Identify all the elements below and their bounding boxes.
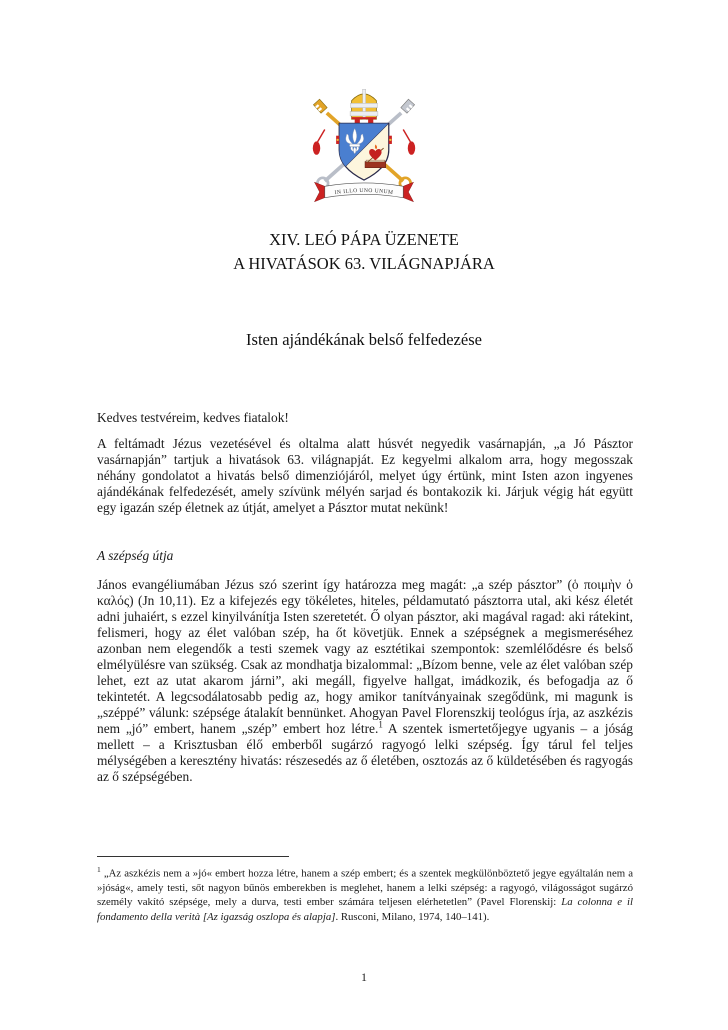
motto-text: IN ILLO UNO UNUM [334,187,394,197]
coat-of-arms-graphic [300,84,428,206]
document-title [0,228,728,276]
title-line-2: A HIVATÁSOK 63. VILÁGNAPJÁRA [233,254,495,273]
title-line-1: XIV. LEÓ PÁPA ÜZENETE [269,230,459,249]
footnote-text-part2: . Rusconi, Milano, 1974, 140–141). [335,910,490,923]
mitre-icon [350,89,378,124]
papal-coat-of-arms [300,84,428,211]
footnote-separator [97,856,289,857]
paragraph-1: A feltámadt Jézus vezetésével és oltalma alatt húsvét negyedik vasárnapján, „a Jó Pásztor vasárnapján” tartjuk a hivatások 63. világnapját. Ez kegyelmi alkalom arra, hogy megosszak néhány gondolatot a hivatás belső dimenziójáról, melyet úgy értünk, mint Isten azon ingyenes ajándékának felfedezését, amely szívünk mélyén sarjad és bontakozik ki. Járjuk végig hát együtt egy igazán szép életnek az útját, amelyet a Pásztor mutat nekünk! [97,436,633,515]
shield [336,123,392,180]
section-heading: A szépség útja [97,548,174,563]
document-subtitle: Isten ajándékának belső felfedezése [246,330,482,349]
footnote-book-title: La colonna e il fondamento della verità [Az igazság oszlopa és alapja] [97,896,633,923]
footnote-marker: 1 [97,865,101,874]
paragraph-2 [97,577,633,785]
paragraph-2-text-before: János evangéliumában Jézus szó szerint így határozza meg magát: „a szép pásztor” (ὁ ποιμὴν ὁ καλός) (Jn 10,11). Ez a kifejezés egy tökéletes, hiteles, példamutató pásztorra utal, aki kész életét adni juhaiért, s ezzel kinyilvánítja Isten szeretetét. Ő olyan pásztor, aki magával ragad: aki rátekint, felismeri, hogy az élet valóban szép, ha őt követjük. Ennek a szépségnek a megismeréséhez azonban nem elegendők a testi szemek vagy az esztétikai szempontok: szemlélődésre és belső elmélyülésre van szükség. Csak az mondhatja bizalommal: „Bízom benne, vele az élet valóban szép lehet, ezt az utat akarom járni”, aki megáll, figyelve hallgat, imádkozik, és befogadja az ő tekintetét. A legcsodálatosabb pedig az, hogy amikor tanítványainak szegődünk, mi magunk is „széppé” válunk: szépsége átalakít bennünket. Ahogyan Pavel Florenszkij teológus írja, az aszkézis nem „jó” embert, hanem „szép” embert hoz létre. [97,577,633,736]
footnote-reference[interactable]: 1 [378,719,383,730]
footnote-text-part1: „Az aszkézis nem a »jó« embert hozza létre, hanem a szép embert; és a szentek megkülönböztető jegye egyáltalán nem a »jóság«, amely testi, sőt nagyon bűnös emberekben is meglehet, hanem a lelki szépség: a ragyogó, világosságot sugárzó személy vakító szépsége, mely a durva, testi ember számára teljesen elérhetetlen” (Pavel Florenskij: [97,867,633,909]
footnote-1 [97,863,633,924]
svg-text:IN ILLO UNO UNUM [334,188,393,196]
footnote-area [97,856,633,924]
page-number: 1 [361,970,367,984]
motto-banner [314,182,413,202]
paragraph-2-text-after: A szentek ismertetőjegye ugyanis – a jóság mellett – a Krisztusban élő emberből sugárzó ragyogó lelki szépség. Így tárul fel teljes mélységében a keresztény hivatás: részesedés az ő életében, osztozás az ő küldetésében és ragyogás az ő szépségében. [97,721,633,784]
document-body [97,410,633,785]
salutation: Kedves testvéreim, kedves fiatalok! [97,410,289,425]
